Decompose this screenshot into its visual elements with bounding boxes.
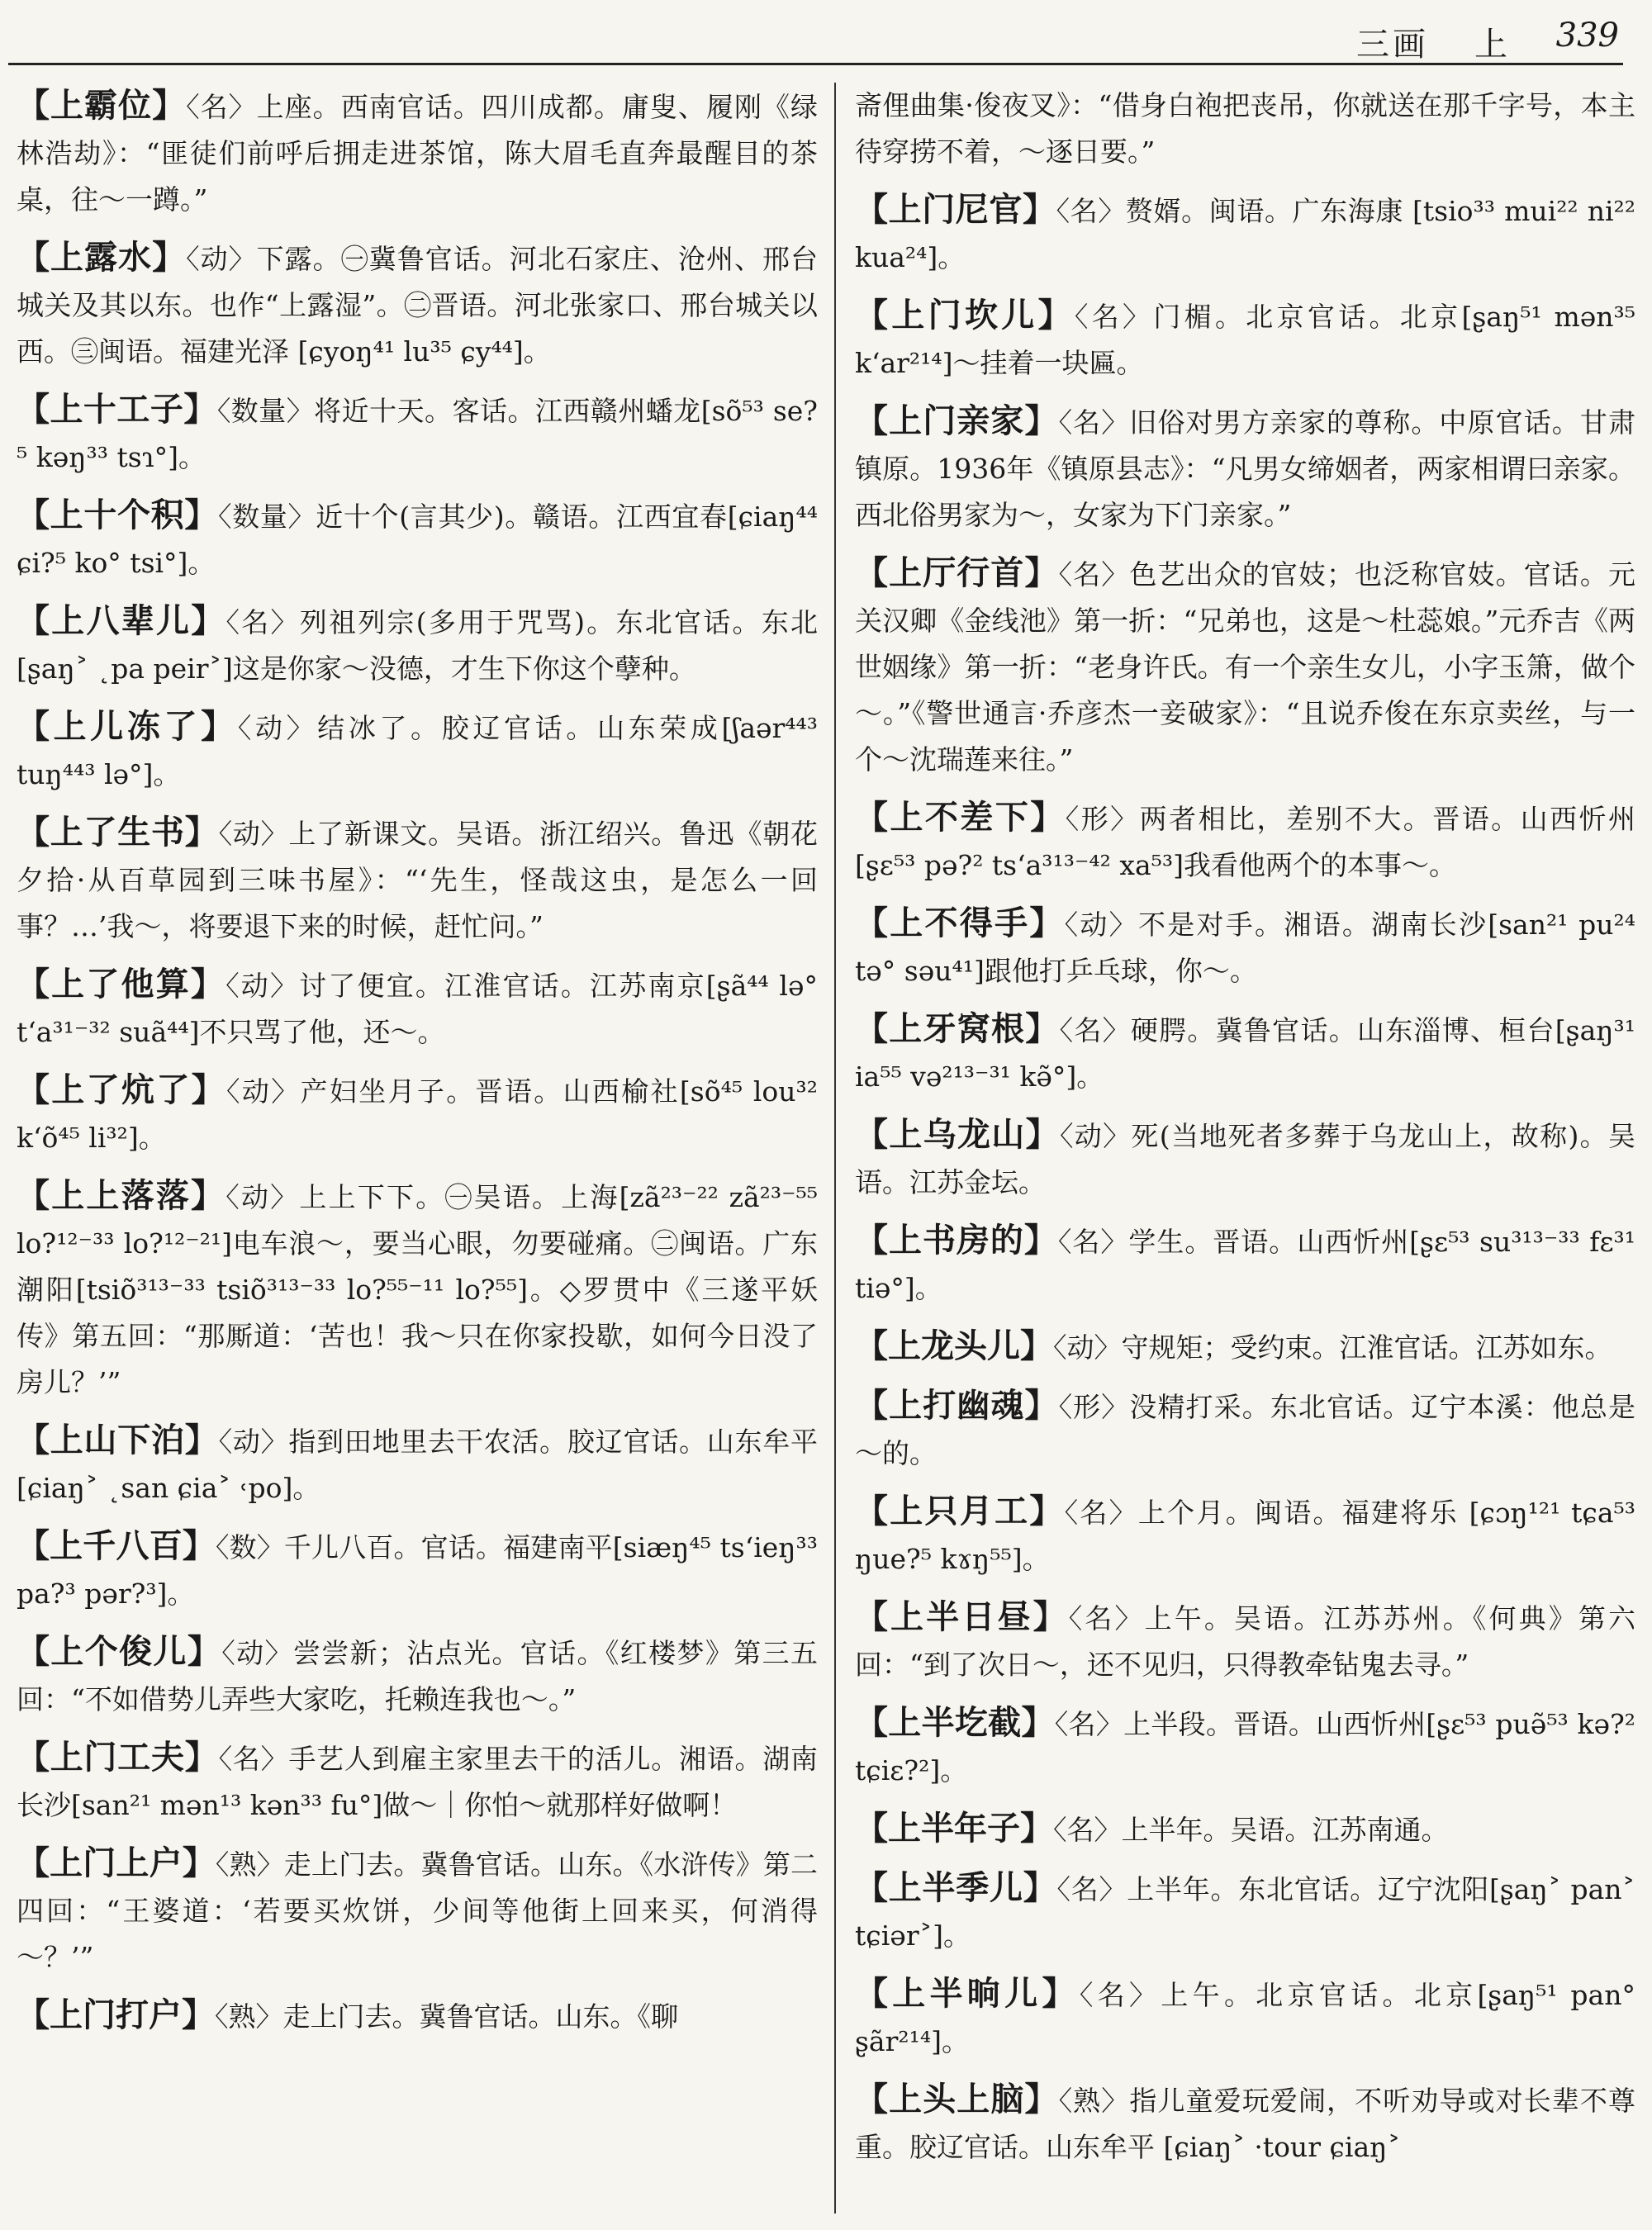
dictionary-entry bbox=[855, 550, 1635, 783]
dictionary-entry bbox=[855, 187, 1635, 281]
dictionary-entry bbox=[17, 598, 818, 692]
dictionary-entry bbox=[17, 809, 818, 950]
entry-definition: 〈名〉上个月。闽语。福建将乐 [ɕɔŋ¹²¹ tɕa⁵³ ŋue?⁵ kɤŋ⁵⁵]。 bbox=[855, 1497, 1635, 1575]
dictionary-entry bbox=[17, 387, 818, 481]
entry-headword: 【上龙头儿】 bbox=[855, 1327, 1053, 1365]
entry-headword: 【上山下泊】 bbox=[17, 1421, 219, 1459]
entry-definition: 〈动〉上上下下。㊀吴语。上海[zã²³⁻²² zã²³⁻⁵⁵ lo?¹²⁻³³ lo?¹²⁻²¹]电车浪～，要当心眼，勿要碰痛。㊁闽语。广东潮阳[tsiõ³¹³⁻³³ tsiõ³¹³⁻³³ lo?⁵⁵⁻¹¹ lo?⁵⁵]。◇罗贯中《三遂平妖传》第五回：“那厮道：‘苦也！我～只在你家投歇，如何今日没了房儿？’” bbox=[17, 1181, 818, 1398]
entry-definition: 〈名〉上半年。吴语。江苏南通。 bbox=[1053, 1814, 1449, 1846]
entry-headword: 【上门亲家】 bbox=[855, 402, 1059, 440]
entry-definition: 〈名〉上半年。东北官话。辽宁沈阳[ʂaŋ˃ pan˃ tɕiər˃]。 bbox=[855, 1873, 1635, 1952]
entry-definition: 〈名〉手艺人到雇主家里去干的活儿。湘语。湖南长沙[san²¹ mən¹³ kən³³ fu°]做～｜你怕～就那样好做啊！ bbox=[17, 1743, 818, 1821]
dictionary-entry bbox=[855, 1112, 1635, 1206]
entry-headword: 【上不差下】 bbox=[855, 799, 1066, 837]
entry-headword: 【上儿冻了】 bbox=[17, 708, 238, 746]
entry-definition: 〈名〉旧俗对男方亲家的尊称。中原官话。甘肃镇原。1936年《镇原县志》：“凡男女缔姻者，两家相谓曰亲家。西北俗男家为～，女家为下门亲家。” bbox=[855, 406, 1635, 531]
entry-definition: 〈名〉门楣。北京官话。北京[ʂaŋ⁵¹ mən³⁵ k‘ar²¹⁴]～挂着一块匾。 bbox=[855, 301, 1635, 379]
entry-headword: 【上不得手】 bbox=[855, 904, 1065, 942]
entry-headword: 【上门工夫】 bbox=[17, 1739, 219, 1777]
entry-definition: 〈名〉上座。西南官话。四川成都。庸叟、履刚《绿林浩劫》：“匪徒们前呼后拥走进茶馆，陈大眉毛直奔最醒目的茶桌，往～一蹲。” bbox=[17, 91, 818, 216]
entry-headword: 【上霸位】 bbox=[17, 87, 187, 125]
entry-headword: 【上十工子】 bbox=[17, 391, 217, 429]
dictionary-entry bbox=[855, 1323, 1635, 1371]
entry-headword: 【上半日昼】 bbox=[855, 1598, 1069, 1636]
dictionary-entry bbox=[17, 1067, 818, 1161]
entry-definition: 〈动〉上了新课文。吴语。浙江绍兴。鲁迅《朝花夕拾·从百草园到三味书屋》：“‘先生，怪哉这虫，是怎么一回事？…’我～，将要退下来的时候，赶忙问。” bbox=[17, 818, 818, 942]
entry-definition: 〈动〉结冰了。胶辽官话。山东荣成[ʃaər⁴⁴³ tuŋ⁴⁴³ lə°]。 bbox=[17, 712, 818, 790]
dictionary-entry bbox=[17, 961, 818, 1056]
column-divider bbox=[834, 83, 836, 2213]
entry-headword: 【上门坎儿】 bbox=[855, 297, 1075, 334]
dictionary-entry bbox=[855, 1805, 1635, 1853]
entry-definition: 〈名〉硬腭。冀鲁官话。山东淄博、桓台[ʂaŋ³¹ ia⁵⁵ və²¹³⁻³¹ kə̃°]。 bbox=[855, 1014, 1635, 1093]
entry-headword: 【上书房的】 bbox=[855, 1222, 1058, 1260]
entry-definition: 〈动〉守规矩；受约束。江淮官话。江苏如东。 bbox=[1053, 1331, 1612, 1364]
entry-definition: 〈动〉死(当地死者多葬于乌龙山上，故称)。吴语。江苏金坛。 bbox=[855, 1120, 1635, 1198]
entry-definition: 〈形〉没精打采。东北官话。辽宁本溪：他总是～的。 bbox=[855, 1391, 1635, 1469]
entry-headword: 【上上落落】 bbox=[17, 1177, 226, 1215]
entry-headword: 【上了生书】 bbox=[17, 814, 219, 852]
dictionary-entry bbox=[855, 1594, 1635, 1688]
entry-definition: 〈动〉下露。㊀冀鲁官话。河北石家庄、沧州、邢台城关及其以东。也作“上露湿”。㊁晋语。河北张家口、邢台城关以西。㊂闽语。福建光泽 [ɕyoŋ⁴¹ lu³⁵ ɕy⁴⁴]。 bbox=[17, 243, 818, 368]
dictionary-entry bbox=[17, 1840, 818, 1981]
dictionary-entry bbox=[855, 1383, 1635, 1477]
dictionary-entry bbox=[855, 1488, 1635, 1582]
entry-headword: 【上乌龙山】 bbox=[855, 1116, 1060, 1154]
page-number: 339 bbox=[1555, 17, 1619, 55]
entry-headword: 【上半晌儿】 bbox=[855, 1975, 1080, 2013]
entry-headword: 【上露水】 bbox=[17, 239, 187, 277]
entry-definition: 〈熟〉走上门去。冀鲁官话。山东。《水浒传》第二四回：“王婆道：‘若要买炊饼，少间等他街上回来买，何消得～？’” bbox=[17, 1848, 818, 1973]
entry-definition: 〈数〉千儿八百。官话。福建南平[siæŋ⁴⁵ ts‘ieŋ³³ pa?³ pər?³]。 bbox=[17, 1531, 818, 1610]
entry-headword: 【上打幽魂】 bbox=[855, 1387, 1059, 1425]
section-character: 上 bbox=[1474, 26, 1507, 64]
entry-headword: 【上门上户】 bbox=[17, 1844, 216, 1882]
dictionary-entry bbox=[855, 1006, 1635, 1100]
entry-definition: 〈名〉赘婿。闽语。广东海康 [tsio³³ mui²² ni²² kua²⁴]。 bbox=[855, 195, 1635, 273]
section-label: 三画 bbox=[1356, 26, 1429, 64]
entry-headword: 【上十个积】 bbox=[17, 496, 219, 534]
dictionary-entry bbox=[17, 83, 818, 223]
right-column bbox=[855, 83, 1635, 2197]
entry-headword: 【上只月工】 bbox=[855, 1492, 1065, 1530]
dictionary-entry bbox=[17, 492, 818, 586]
entry-headword: 【上门打户】 bbox=[17, 1996, 215, 2034]
dictionary-entry bbox=[855, 292, 1635, 387]
entry-definition: 〈动〉指到田地里去干农活。胶辽官话。山东牟平[ɕiaŋ˃ ˛san ɕia˃ ˓po]。 bbox=[17, 1426, 818, 1504]
dictionary-entry bbox=[17, 1523, 818, 1617]
entry-headword: 【上门尼官】 bbox=[855, 191, 1056, 229]
entry-headword: 【上牙窝根】 bbox=[855, 1010, 1060, 1048]
dictionary-entry bbox=[855, 795, 1635, 889]
entry-definition: 〈动〉尝尝新；沾点光。官话。《红楼梦》第三五回：“不如借势儿弄些大家吃，托赖连我也～。” bbox=[17, 1637, 818, 1715]
entry-definition: 〈数量〉近十个(言其少)。赣语。江西宜春[ɕiaŋ⁴⁴ ɕi?⁵ ko° tsi°]。 bbox=[17, 501, 818, 579]
entry-definition: 〈名〉学生。晋语。山西忻州[ʂɛ⁵³ su³¹³⁻³³ fɛ³¹ tiə°]。 bbox=[855, 1226, 1635, 1304]
dictionary-entry bbox=[855, 2076, 1635, 2171]
entry-headword: 【上厅行首】 bbox=[855, 554, 1059, 592]
entry-definition: 〈名〉上午。北京官话。北京[ʂaŋ⁵¹ pan° ʂãr²¹⁴]。 bbox=[855, 1979, 1635, 2057]
dictionary-entry bbox=[855, 1700, 1635, 1794]
dictionary-entry bbox=[17, 1417, 818, 1511]
entry-continuation: 斋俚曲集·俊夜叉》：“借身白袍把丧吊，你就送在那千字号，本主待穿捞不着，～逐日要。” bbox=[855, 89, 1635, 168]
entry-headword: 【上半季儿】 bbox=[855, 1869, 1057, 1907]
entry-definition: 〈名〉列祖列宗(多用于咒骂)。东北官话。东北[ʂaŋ˃ ˛pa peir˃]这是你家～没德，才生下你这个孽种。 bbox=[17, 606, 818, 685]
page-header bbox=[0, 0, 1652, 64]
dictionary-entry bbox=[855, 900, 1635, 994]
entry-definition: 〈名〉色艺出众的官妓；也泛称官妓。官话。元关汉卿《金线池》第一折：“兄弟也，这是～杜蕊娘。”元乔吉《两世姻缘》第一折：“老身许氏。有一个亲生女儿，小字玉箫，做个～。”《警世通言·乔彦杰一妾破家》：“且说乔俊在东京卖丝，与一个～沈瑞莲来往。” bbox=[855, 558, 1635, 776]
entry-definition: 〈数量〉将近十天。客话。江西赣州蟠龙[sõ⁵³ se?⁵ kəŋ³³ tsɿ°]。 bbox=[17, 395, 818, 473]
entry-headword: 【上了炕了】 bbox=[17, 1071, 227, 1109]
entry-definition: 〈熟〉走上门去。冀鲁官话。山东。《聊 bbox=[215, 2000, 678, 2033]
dictionary-entry bbox=[855, 1865, 1635, 1959]
dictionary-entry bbox=[855, 1217, 1635, 1312]
entry-headword: 【上个俊儿】 bbox=[17, 1633, 222, 1671]
entry-definition: 〈动〉不是对手。湘语。湖南长沙[san²¹ pu²⁴ tə° səu⁴¹]跟他打乒乓球，你～。 bbox=[855, 909, 1635, 987]
entry-definition: 〈熟〉指儿童爱玩爱闹，不听劝导或对长辈不尊重。胶辽官话。山东牟平 [ɕiaŋ˃ ·tour ɕiaŋ˃ bbox=[855, 2085, 1635, 2163]
entry-headword: 【上头上脑】 bbox=[855, 2081, 1059, 2118]
entry-definition: 〈形〉两者相比，差别不大。晋语。山西忻州 [ʂɛ⁵³ pə?² ts‘a³¹³⁻⁴² xa⁵³]我看他两个的本事～。 bbox=[855, 803, 1635, 881]
dictionary-entry bbox=[855, 398, 1635, 539]
left-column bbox=[17, 83, 818, 2197]
entry-headword: 【上半圪截】 bbox=[855, 1704, 1055, 1742]
dictionary-entry bbox=[17, 1629, 818, 1723]
entry-definition: 〈动〉讨了便宜。江淮官话。江苏南京[ʂã⁴⁴ lə° t‘a³¹⁻³² suã⁴⁴]不只骂了他，还～。 bbox=[17, 970, 818, 1048]
entry-headword: 【上了他算】 bbox=[17, 966, 226, 1004]
entry-headword: 【上千八百】 bbox=[17, 1527, 216, 1565]
entry-definition: 〈动〉产妇坐月子。晋语。山西榆社[sõ⁴⁵ lou³² k‘õ⁴⁵ li³²]。 bbox=[17, 1075, 818, 1154]
dictionary-entry bbox=[855, 1971, 1635, 2065]
dictionary-entry bbox=[17, 1992, 818, 2040]
header-rule bbox=[8, 63, 1623, 65]
dictionary-entry bbox=[17, 1734, 818, 1829]
entry-definition: 〈名〉上午。吴语。江苏苏州。《何典》第六回：“到了次日～，还不见归，只得教牵钻鬼去寻。” bbox=[855, 1602, 1635, 1681]
entry-definition: 〈名〉上半段。晋语。山西忻州[ʂɛ⁵³ puə̃⁵³ kə?² tɕiɛ?²]。 bbox=[855, 1708, 1635, 1786]
entry-headword: 【上半年子】 bbox=[855, 1810, 1053, 1848]
dictionary-entry bbox=[17, 1173, 818, 1406]
dictionary-entry bbox=[17, 235, 818, 375]
entry-headword: 【上八辈儿】 bbox=[17, 602, 226, 640]
dictionary-entry bbox=[17, 704, 818, 798]
